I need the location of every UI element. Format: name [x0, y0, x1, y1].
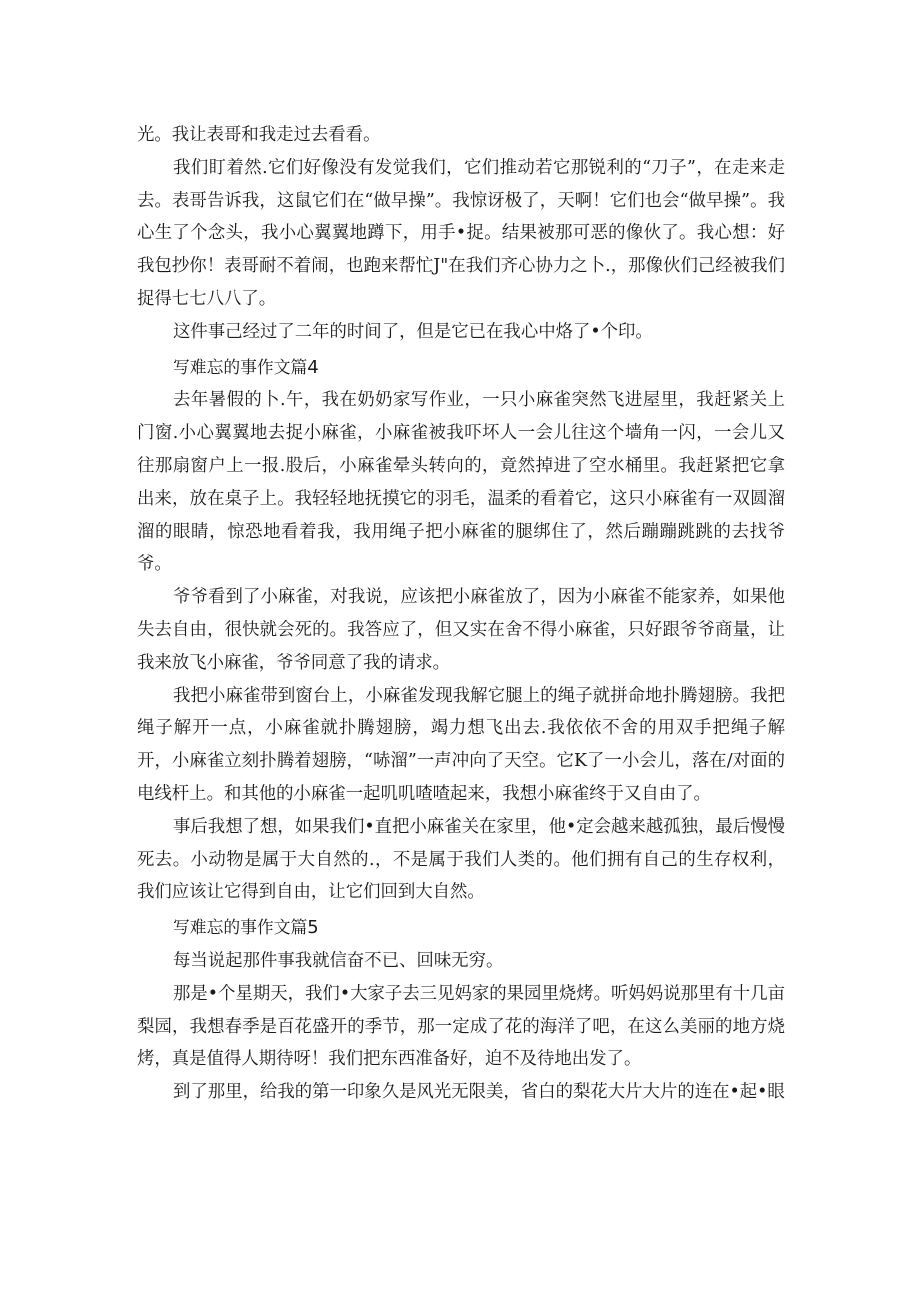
- paragraph: 我把小麻雀带到窗台上，小麻雀发现我解它腿上的绳子就拼命地扑腾翅膀。我把绳子解开一点，小麻雀就扑腾翅膀，竭力想飞出去.我依依不舍的用双手把绳子解开，小麻雀立刻扑腾着翅膀，“哧溜”一声冲向了天空。它K了一小会儿，落在/对面的电线杆上。和其他的小麻雀一起叽叽喳喳起来，我想小麻雀终于又自由了。: [137, 685, 785, 804]
- document-body: [137, 119, 785, 1109]
- section-heading-number: 4: [307, 356, 319, 378]
- paragraph: 这件事己经过了二年的时间了，但是它已在我心中烙了•个印。: [173, 321, 653, 342]
- paragraph: 爷爷看到了小麻雀，对我说，应该把小麻雀放了，因为小麻雀不能家养，如果他失去自由，很快就会死的。我答应了，但又实在舍不得小麻雀，只好跟爷爷商量，让我来放飞小麻雀，爷爷同意了我的请求。: [137, 587, 785, 673]
- section-heading-4: [137, 351, 785, 385]
- paragraph: 光。我让表哥和我走过去看看。: [137, 125, 381, 145]
- section-heading-text: 写难忘的事作文篇: [173, 356, 308, 377]
- paragraph: 去年暑假的卜.午，我在奶奶家写作业，一只小麻雀突然飞进屋里，我赶紧关上门窗.小心翼翼地去捉小麻雀，小麻雀被我吓坏人一会儿往这个墙角一闪，一会儿又往那扇窗户上一报.股后，小麻雀晕头转向的，竟然掉进了空水桶里。我赶紧把它拿出来，放在桌子上。我轻轻地抚摸它的羽毛，温柔的看着它，这只小麻雀有一双圆溜溜的眼睛，惊恐地看着我，我用绳子把小麻雀的腿绑住了，然后蹦蹦跳跳的去找爷爷。: [137, 390, 785, 575]
- paragraph: 到了那里，给我的第一印象久是风光无限美，省白的梨花大片大片的连在•起•眼: [173, 1082, 785, 1103]
- paragraph: 事后我想了想，如果我们•直把小麻雀关在家里，他•定会越来越孤独，最后慢慢死去。小动物是属于大自然的.，不是属于我们人类的。他们拥有自己的生存权利，我们应该让它得到自由，让它们回到大自然。: [137, 816, 785, 903]
- paragraph: 我们盯着然.它们好像没有发觉我们，它们推动若它那锐利的“刀子”，在走来走去。表哥告诉我，这鼠它们在“做早操”。我惊讶极了，天啊！它们也会“做早操”。我心生了个念头，我小心翼翼地蹲下，用手•捉。结果被那可恶的像伙了。我心想：好我包抄你！表哥耐不着闹，也跑来帮忙J"在我们齐心协力之卜.，那像伙们己经被我们捉得七七八八了。: [137, 157, 785, 309]
- paragraph: 那是•个星期天，我们•大家子去三见妈家的果园里烧烤。听妈妈说那里有十几亩梨园，我想春季是百花盛开的季节，那一定成了花的海洋了吧，在这么美丽的地方烧烤，真是值得人期待呀！我们把东西准备好，迫不及待地出发了。: [137, 983, 785, 1070]
- section-heading-5: [137, 911, 785, 945]
- paragraph: 每当说起那件事我就信奋不已、回味无穷。: [173, 950, 504, 971]
- section-heading-text: 写难忘的事作文篇: [173, 917, 308, 938]
- section-heading-number: 5: [307, 917, 319, 939]
